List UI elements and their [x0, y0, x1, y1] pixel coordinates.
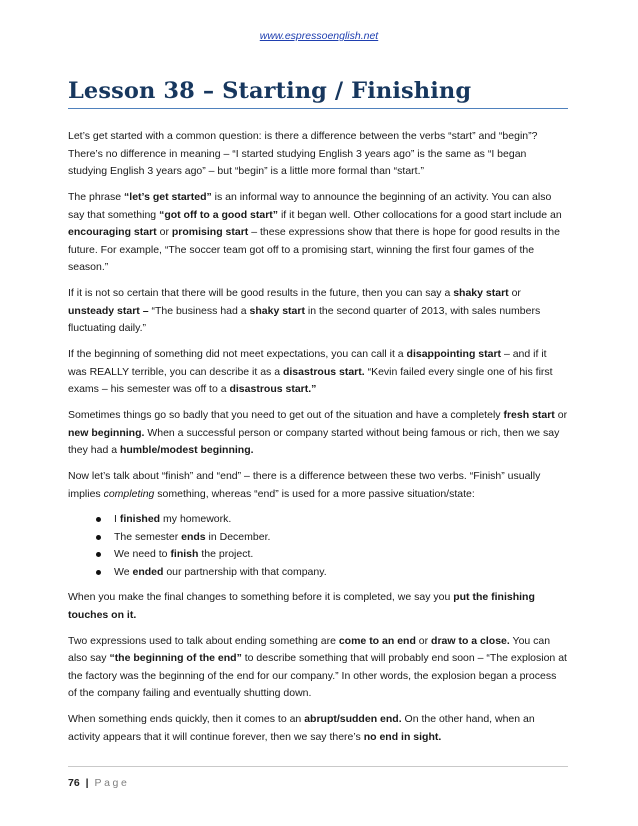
- bullet-item: [96, 546, 568, 563]
- bold-phrase: disastrous start.: [282, 365, 365, 378]
- bold-phrase: promising start: [171, 226, 249, 239]
- page-footer: [68, 766, 568, 789]
- text-run: When something ends quickly, then it comes to an: [68, 713, 305, 726]
- text-run: in December.: [205, 530, 271, 543]
- bold-phrase: encouraging start: [68, 226, 157, 239]
- text-run: We: [114, 565, 133, 578]
- bold-phrase: shaky start: [453, 287, 509, 300]
- bold-phrase: “got off to a good start”: [159, 208, 279, 221]
- bold-phrase: no end in sight.: [363, 730, 442, 743]
- paragraph: [68, 407, 568, 460]
- text-run: to describe something that will probably end soon – “The explosion at the factory was the beginning of the end for our company.” In other words, the explosion began a process of the company failing and eventually shutting down.: [68, 652, 567, 700]
- text-run: We need to: [114, 548, 171, 561]
- bold-phrase: finish: [170, 548, 199, 561]
- text-run: Two expressions used to talk about ending something are: [68, 634, 339, 647]
- paragraph: [68, 285, 568, 338]
- bold-phrase: put the finishing touches on it.: [68, 591, 535, 621]
- footer-separator: |: [85, 777, 89, 789]
- bold-phrase: disastrous start.”: [229, 383, 317, 396]
- lesson-content: [68, 128, 568, 755]
- text-run: The phrase: [68, 190, 125, 203]
- text-run: or: [156, 226, 172, 239]
- bold-phrase: unsteady start –: [68, 304, 149, 317]
- text-run: You can also say: [68, 634, 551, 665]
- text-run: something, whereas “end” is used for a more passive situation/state:: [154, 487, 475, 500]
- bold-phrase: ended: [132, 565, 164, 578]
- text-run: is an informal way to announce the beginning of an activity. You can also say that something: [68, 190, 552, 221]
- paragraph: [68, 189, 568, 277]
- text-run: or: [508, 287, 521, 300]
- bold-phrase: come to an end: [338, 634, 416, 647]
- bold-phrase: new beginning.: [68, 426, 145, 439]
- paragraph: [68, 589, 568, 624]
- bold-phrase: humble/modest beginning.: [119, 444, 254, 457]
- example-bullet-list: [68, 511, 568, 581]
- bullet-dot-icon: [96, 570, 101, 575]
- text-run: Let’s get started with a common question: is there a difference between the verbs “start” and “begin”? There’s no difference in meaning – “I started studying English 3 years ago” is the same as “I began studying English 3 years ago” – but “begin” is a little more formal than “start.”: [68, 130, 538, 178]
- bold-phrase: “the beginning of the end”: [109, 652, 242, 665]
- text-run: Now let’s talk about “finish” and “end” – there is a difference between these two verbs. “Finish” usually implies: [68, 470, 541, 500]
- text-run: or: [415, 634, 432, 647]
- text-run: if it began well. Other collocations for a good start include an: [278, 208, 562, 221]
- bold-phrase: fresh start: [503, 409, 555, 422]
- text-run: in the second quarter of 2013, with sales numbers fluctuating daily.”: [68, 304, 541, 335]
- paragraph: [68, 633, 568, 703]
- text-run: or: [554, 409, 568, 422]
- bullet-item: [96, 564, 568, 581]
- paragraph: [68, 346, 568, 399]
- text-run: our partnership with that company.: [163, 565, 327, 578]
- bold-phrase: shaky start: [249, 304, 305, 317]
- paragraphs-after-list: [68, 589, 568, 746]
- text-run: my homework.: [160, 513, 232, 526]
- text-run: I: [114, 513, 120, 526]
- bold-phrase: draw to a close.: [431, 634, 510, 647]
- website-link[interactable]: www.espressoenglish.net: [259, 30, 379, 42]
- paragraph: [68, 468, 568, 503]
- bullet-item: [96, 529, 568, 546]
- text-run: – and if it was REALLY terrible, you can describe it as a: [68, 348, 547, 378]
- text-run: Sometimes things go so badly that you need to get out of the situation and have a completely: [68, 409, 504, 422]
- bold-phrase: ends: [181, 530, 206, 543]
- bullet-dot-icon: [96, 517, 101, 522]
- bold-phrase: finished: [119, 513, 161, 526]
- paragraphs-before-list: [68, 128, 568, 503]
- bold-phrase: disappointing start: [406, 348, 502, 361]
- bullet-item: [96, 511, 568, 528]
- text-run: The semester: [114, 530, 182, 543]
- page-label: Page: [94, 777, 130, 789]
- paragraph: [68, 128, 568, 181]
- text-run: If the beginning of something did not meet expectations, you can call it a: [68, 348, 407, 361]
- bold-phrase: abrupt/sudden end.: [304, 713, 402, 726]
- bold-phrase: “let’s get started”: [124, 190, 212, 203]
- bullet-dot-icon: [96, 552, 101, 557]
- italic-phrase: completing: [103, 487, 155, 500]
- text-run: When you make the final changes to something before it is completed, we say you: [68, 591, 454, 604]
- text-run: On the other hand, when an activity appears that it will continue forever, then we say there’s: [68, 713, 535, 743]
- text-run: If it is not so certain that there will be good results in the future, then you can say a: [68, 287, 454, 300]
- bullet-dot-icon: [96, 535, 101, 540]
- text-run: “Kevin failed every single one of his first exams – his semester was off to a: [68, 365, 553, 396]
- text-run: the project.: [198, 548, 254, 561]
- page-number: 76: [68, 777, 80, 789]
- text-run: “The business had a: [148, 304, 250, 317]
- lesson-title: Lesson 38 – Starting / Finishing: [68, 78, 568, 109]
- text-run: When a successful person or company started without being famous or rich, then we say they had a: [68, 426, 560, 457]
- text-run: – these expressions show that there is hope for good results in the future. For example, “The soccer team got off to a promising start, winning the first four games of the season.”: [68, 226, 560, 274]
- paragraph: [68, 711, 568, 746]
